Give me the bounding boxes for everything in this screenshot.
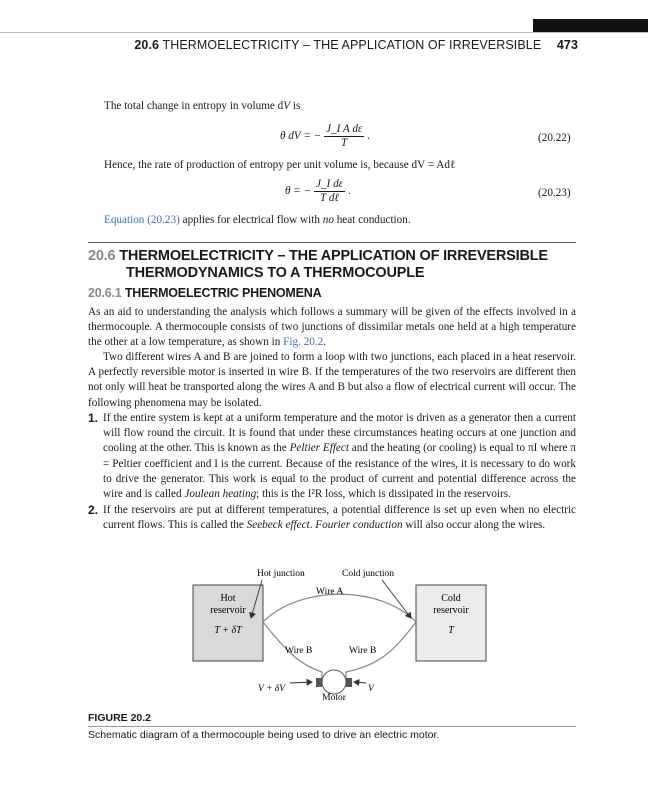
list-item-1-text-c: and the heating (or cooling) is equal to πI where π = Peltier coefficient and I is the current. Because of the resistance of the wires, it is necessary to do work to drive the generator. This work is equal to the product of current and potential difference across the wire and is called xyxy=(103,442,576,501)
intro-line-3-post: heat conduction. xyxy=(333,214,411,226)
motor-symbol xyxy=(322,670,346,694)
equation-20-23: θ = − $\frac{\text{J\_I dε}}{\text{T dℓ}}$ . xyxy=(285,178,351,204)
list-item-2-text-e: will also occur along the wires. xyxy=(402,519,546,532)
list-item-2-text-c: . xyxy=(309,519,316,532)
section-title-line2: THERMODYNAMICS TO A THERMOCOUPLE xyxy=(126,265,425,281)
joulean-heating-term: Joulean heating xyxy=(184,488,257,501)
cold-reservoir-temp: T xyxy=(448,625,454,636)
wire-b-right-label: Wire B xyxy=(349,646,377,656)
eq2-number: (20.23) xyxy=(538,187,571,199)
section-number: 20.6 xyxy=(88,248,116,264)
seebeck-effect-term: Seebeck effect xyxy=(246,519,310,532)
intro-line-1-post: is xyxy=(290,100,301,112)
wire-a-label: Wire A xyxy=(316,587,344,597)
intro-line-3-em: no xyxy=(322,214,334,226)
list-item-1-text-e: ; this is the I²R loss, which is dissipated in the reservoirs. xyxy=(256,488,511,501)
list-item-1-number: 1. xyxy=(88,411,99,425)
motor-terminal-right xyxy=(346,678,352,687)
list-item-2-text-a: If the reservoirs are put at different temperatures, a potential difference is set up even when no electric current flows. This is called the xyxy=(103,504,576,532)
figure-caption: Schematic diagram of a thermocouple being used to drive an electric motor. xyxy=(88,729,440,741)
cold-junction-label: Cold junction xyxy=(342,569,394,579)
wire-b-left-label: Wire B xyxy=(285,646,313,656)
eq1-numerator: J_I A dε xyxy=(326,123,363,135)
p1-post: . xyxy=(323,336,327,349)
p1-text: As an aid to understanding the analysis which follows a summary will be given of the effects involved in a thermocouple. A thermocouple consists of two junctions of dissimilar metals one held at a high temperature the other at a low temperature, as shown in xyxy=(88,306,576,349)
hot-reservoir-temp: T + δT xyxy=(214,625,242,636)
equation-link[interactable]: Equation (20.23) xyxy=(104,214,180,226)
fourier-conduction-term: Fourier conduction xyxy=(315,519,403,532)
wire-a xyxy=(263,594,416,622)
cold-reservoir-line2: reservoir xyxy=(433,605,469,616)
section-title-line1: THERMOELECTRICITY – THE APPLICATION OF IRREVERSIBLE xyxy=(119,248,548,264)
peltier-effect-term: Peltier Effect xyxy=(289,442,349,455)
intro-line-3-mid: applies for electrical flow with xyxy=(179,214,323,226)
body-paragraph-2: Two different wires A and B are joined to form a loop with two junctions, each placed in a heat reservoir. A perfectly reversible motor is inserted in wire B. If the temperatures of the two reservoirs are different then not only will heat be transported along the wires A and B but also a flow of electrical current will occur. The following phenomena may be isolated. xyxy=(88,351,576,409)
eq1-denominator: T xyxy=(341,137,348,149)
eq2-denominator: T dℓ xyxy=(320,192,340,204)
eq1-number: (20.22) xyxy=(538,132,571,144)
hot-reservoir-line2: reservoir xyxy=(210,605,246,616)
voltage-right-arrow xyxy=(354,682,366,683)
eq2-numerator: J_I dε xyxy=(316,178,344,190)
cold-junction-arrow xyxy=(382,580,411,618)
figure-rule xyxy=(88,726,576,727)
intro-line-2: Hence, the rate of production of entropy per unit volume is, because dV = Adℓ xyxy=(104,159,456,171)
cold-reservoir-line1: Cold xyxy=(441,593,461,604)
voltage-left-arrow xyxy=(290,682,312,683)
subsection-title: THERMOELECTRIC PHENOMENA xyxy=(124,286,322,300)
voltage-right-label: V xyxy=(368,684,374,694)
hot-reservoir-line1: Hot xyxy=(220,593,236,604)
running-head-section-number: 20.6 xyxy=(134,38,160,52)
page-number: 473 xyxy=(556,38,578,52)
hot-junction-label: Hot junction xyxy=(257,569,305,579)
eq2-lhs: θ = − xyxy=(285,185,312,198)
subsection-number: 20.6.1 xyxy=(88,286,122,300)
figure-label: FIGURE 20.2 xyxy=(88,712,152,724)
intro-line-1-var: V xyxy=(283,100,291,112)
figure-link[interactable]: Fig. 20.2 xyxy=(283,336,324,349)
eq1-lhs: θ dV = − xyxy=(280,130,322,143)
list-item-2-number: 2. xyxy=(88,503,99,518)
running-head-title: THERMOELECTRICITY – THE APPLICATION OF IRREVERSIBLE xyxy=(162,38,542,52)
intro-line-1-text: The total change in entropy in volume d xyxy=(104,100,284,112)
motor-terminal-left xyxy=(316,678,322,687)
list-item-1-text-a: If the entire system is kept at a uniform temperature and the motor is driven as a generator then a current will flow round the circuit. It is found that under these circumstances heating occurs at one junction and cooling at the other. This is known as the xyxy=(103,412,576,455)
equation-20-22: θ dV = − $\frac{\text{J\_I A dε}}{T}$ . xyxy=(280,123,370,149)
voltage-left-label: V + δV xyxy=(258,684,286,694)
motor-label: Motor xyxy=(322,693,346,703)
